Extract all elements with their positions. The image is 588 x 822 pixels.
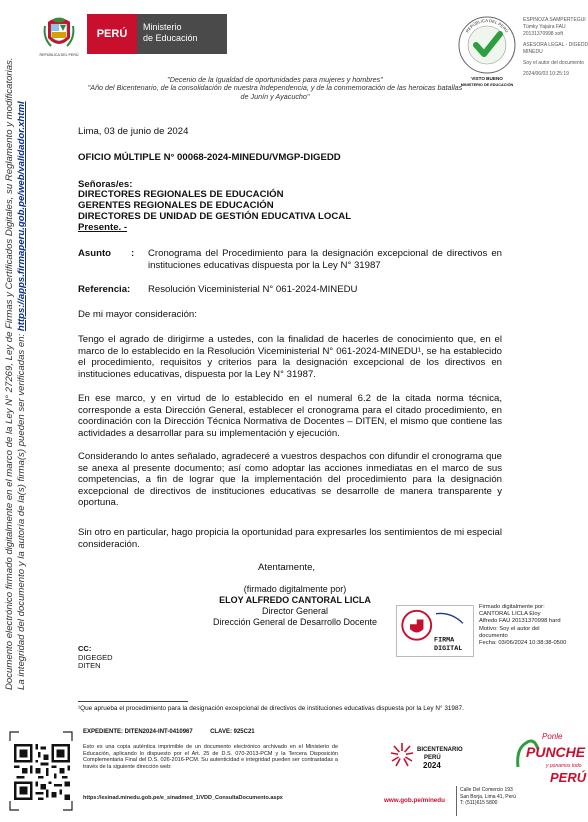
signer-role: Director General (261, 606, 329, 616)
info-line: Motivo: Soy el autor del (479, 625, 540, 632)
svg-text:2024: 2024 (423, 761, 441, 770)
signer-name: ELOY ALFREDO CANTORAL LICLA (219, 595, 371, 605)
paragraph-3: Considerando lo antes señalado, agradeceré a vuestros despachos con difundir el cronograma que se anexa al presente documento; así como adoptar las acciones inmediatas en el marco de sus competencias, a fin de lograr que la implementación del procedimiento para la designación excepcional de directivos de instituciones educativas se desarrolle de manera transparente y oportuna. (78, 451, 502, 508)
svg-text:VISTO BUENO: VISTO BUENO (471, 76, 503, 81)
signer-line: Soy el autor del documento (523, 60, 584, 66)
decenio-line: de Junín y Ayacucho" (240, 91, 310, 101)
recipient-line: GERENTES REGIONALES DE EDUCACIÓN (78, 200, 274, 211)
expediente-row (83, 729, 373, 735)
address-line: T: (511)615 5800 (460, 800, 498, 806)
cc-label: CC: (78, 644, 92, 653)
svg-text:FIRMA: FIRMA (434, 636, 455, 645)
expediente-number: EXPEDIENTE: DITEN2024-INT-0410967 (83, 729, 193, 735)
salutation: Señoras/es: (78, 179, 133, 190)
presente: Presente. - (78, 222, 128, 233)
signer-office: Dirección General de Desarrollo Docente (212, 617, 378, 627)
address-line: San Borja, Lima 41, Perú (460, 793, 516, 800)
decenio-line: "Año del Bicentenario, de la consolidación de nuestra Independencia, y de la conmemoración de las heroicas batallas (87, 83, 463, 93)
svg-text:y ponamos todo: y ponamos todo (546, 763, 582, 769)
svg-text:BICENTENARIO: BICENTENARIO (417, 747, 463, 753)
peru-brand: PERÚ (87, 14, 137, 54)
svg-text:MINISTERIO DE EDUCACIÓN: MINISTERIO DE EDUCACIÓN (460, 83, 514, 87)
info-line: Fecha: 03/06/2024 10:38:38-0500 (479, 640, 567, 647)
authenticity-text: Esto es una copia auténtica imprimible de un documento electrónico archivado en el Ministerio de Educación, aplicando lo dispuesto por el Art. 25 de D.S. 070-2013-PCM y la Tercera Disposición Complementaria Final del D.S. 026-2016-PCM. Su autenticidad e integridad pueden ser contrastadas a través de la siguiente dirección web: (83, 744, 338, 770)
footnote: ¹Que aprueba el procedimiento para la designación excepcional de directivos de instituciones educativas dispuesta por la Ley N° 31987. (78, 705, 464, 712)
svg-text:DIGITAL: DIGITAL (434, 645, 463, 654)
gobpe-link[interactable]: www.gob.pe/minedu (384, 797, 445, 804)
decenio-header (70, 76, 480, 101)
svg-text:PERÚ: PERÚ (424, 755, 441, 761)
closing: Atentamente, (258, 562, 316, 573)
qr-code-icon[interactable] (14, 744, 70, 800)
digital-signature-stamp-icon (396, 605, 474, 657)
address (460, 787, 530, 807)
decenio-line: "Decenio de la Igualdad de oportunidades para mujeres y hombres" (167, 75, 383, 84)
info-line: Firmado digitalmente por: (479, 604, 545, 610)
digital-signature-info (479, 604, 587, 647)
oficio-number: OFICIO MÚLTIPLE N° 00068-2024-MINEDU/VMGP-DIGEDD (78, 152, 341, 163)
side-legal-note (4, 50, 28, 690)
svg-text:PUNCHE: PUNCHE (526, 744, 586, 760)
svg-text:REPÚBLICA DEL PERÚ: REPÚBLICA DEL PERÚ (464, 17, 510, 34)
address-line: Calle Del Comercio 193 (460, 787, 513, 793)
place-date: Lima, 03 de junio de 2024 (78, 126, 189, 137)
info-line: documento (479, 632, 508, 639)
signer-line: MINEDU (523, 49, 543, 55)
signer-line: 2024/06/03 10:25:19 (523, 71, 569, 77)
coat-of-arms-icon (39, 12, 79, 58)
signer-meta (523, 17, 587, 78)
referencia-text: Resolución Viceministerial N° 061-2024-MINEDU (148, 284, 358, 295)
referencia-label: Referencia: (78, 284, 131, 295)
cc-item: DITEN (78, 661, 101, 671)
recipient-line: DIRECTORES DE UNIDAD DE GESTIÓN EDUCATIVA LOCAL (78, 211, 352, 222)
recipient-line: DIRECTORES REGIONALES DE EDUCACIÓN (78, 189, 284, 200)
digital-note: (firmado digitalmente por) (243, 584, 347, 594)
address-divider (456, 786, 457, 816)
paragraph-1: Tengo el agrado de dirigirme a ustedes, con la finalidad de hacerles de conocimiento que, en el marco de lo establecido en la Resolución Viceministerial N° 061-2024-MINEDU¹, se ha establecido el procedimiento, requisitos y criterios para la designación excepcional de los directivos en instituciones educativas, dispuesta por la Ley N° 31987. (78, 334, 502, 380)
cc-item: DIGEGED (78, 652, 113, 662)
ministry-line2: de Educación (143, 33, 198, 43)
svg-text:PERÚ: PERÚ (550, 770, 587, 785)
asunto-colon: : (131, 248, 135, 259)
info-line: Alfredo FAU 20131370998 hard (479, 618, 561, 625)
footnote-divider (78, 701, 188, 702)
asunto-text: Cronograma del Procedimiento para la designación excepcional de directivos en instituciones educativas dispuesta por la Ley N° 31987 (148, 248, 502, 271)
svg-text:REPÚBLICA DEL PERÚ: REPÚBLICA DEL PERÚ (39, 53, 79, 57)
side-legal-text: Documento electrónico firmado digitalmente en el marco de la Ley N° 27269, Ley de Firmas y Certificados Digitales, su Reglamento y modificatorias. La integridad del documento y la autoría de la(s) firma(s) pueden ser verificadas en: (4, 57, 27, 690)
verification-url[interactable]: https://esinad.minedu.gob.pe/e_sinadmed_1/VDD_ConsultaDocumento.aspx (83, 795, 283, 801)
asunto-label: Asunto (78, 248, 112, 259)
signer-line: ASESORA LEGAL - DIGEDD (523, 42, 588, 48)
ministry-line1: Ministerio (143, 22, 182, 32)
ministry-brand (137, 14, 227, 54)
ponle-punche-logo-icon (512, 727, 587, 787)
paragraph-4: Sin otro en particular, hago propicia la oportunidad para expresarles los sentimientos de mi especial consideración. (78, 527, 502, 550)
signer-line: ESPINOZA SAMPERTEGUI (523, 17, 586, 23)
signer-line: 20131370998 soft (523, 31, 564, 37)
cc-block (78, 645, 113, 671)
svg-text:Ponle: Ponle (542, 732, 563, 741)
info-line: CANTORAL LICLA Eloy (479, 611, 541, 618)
clave: CLAVE: 925C21 (210, 729, 255, 735)
paragraph-2: En ese marco, y en virtud de lo establecido en el numeral 6.2 de la citada norma técnica, corresponde a esta Dirección General, establecer el cronograma para el citado procedimiento, en coordinación con la Dirección Técnica Normativa de Docentes – DITEN, el mismo que contiene las actividades a desarrollar para su implementación y ejecución. (78, 393, 502, 439)
greeting: De mi mayor consideración: (78, 309, 197, 320)
signer-line: Tümky Yajaira FAU (523, 24, 566, 30)
validator-link[interactable]: https://apps.firmaperu.gob.pe/web/validador.xhtml (16, 101, 27, 332)
bicentenario-logo-icon (388, 740, 463, 770)
